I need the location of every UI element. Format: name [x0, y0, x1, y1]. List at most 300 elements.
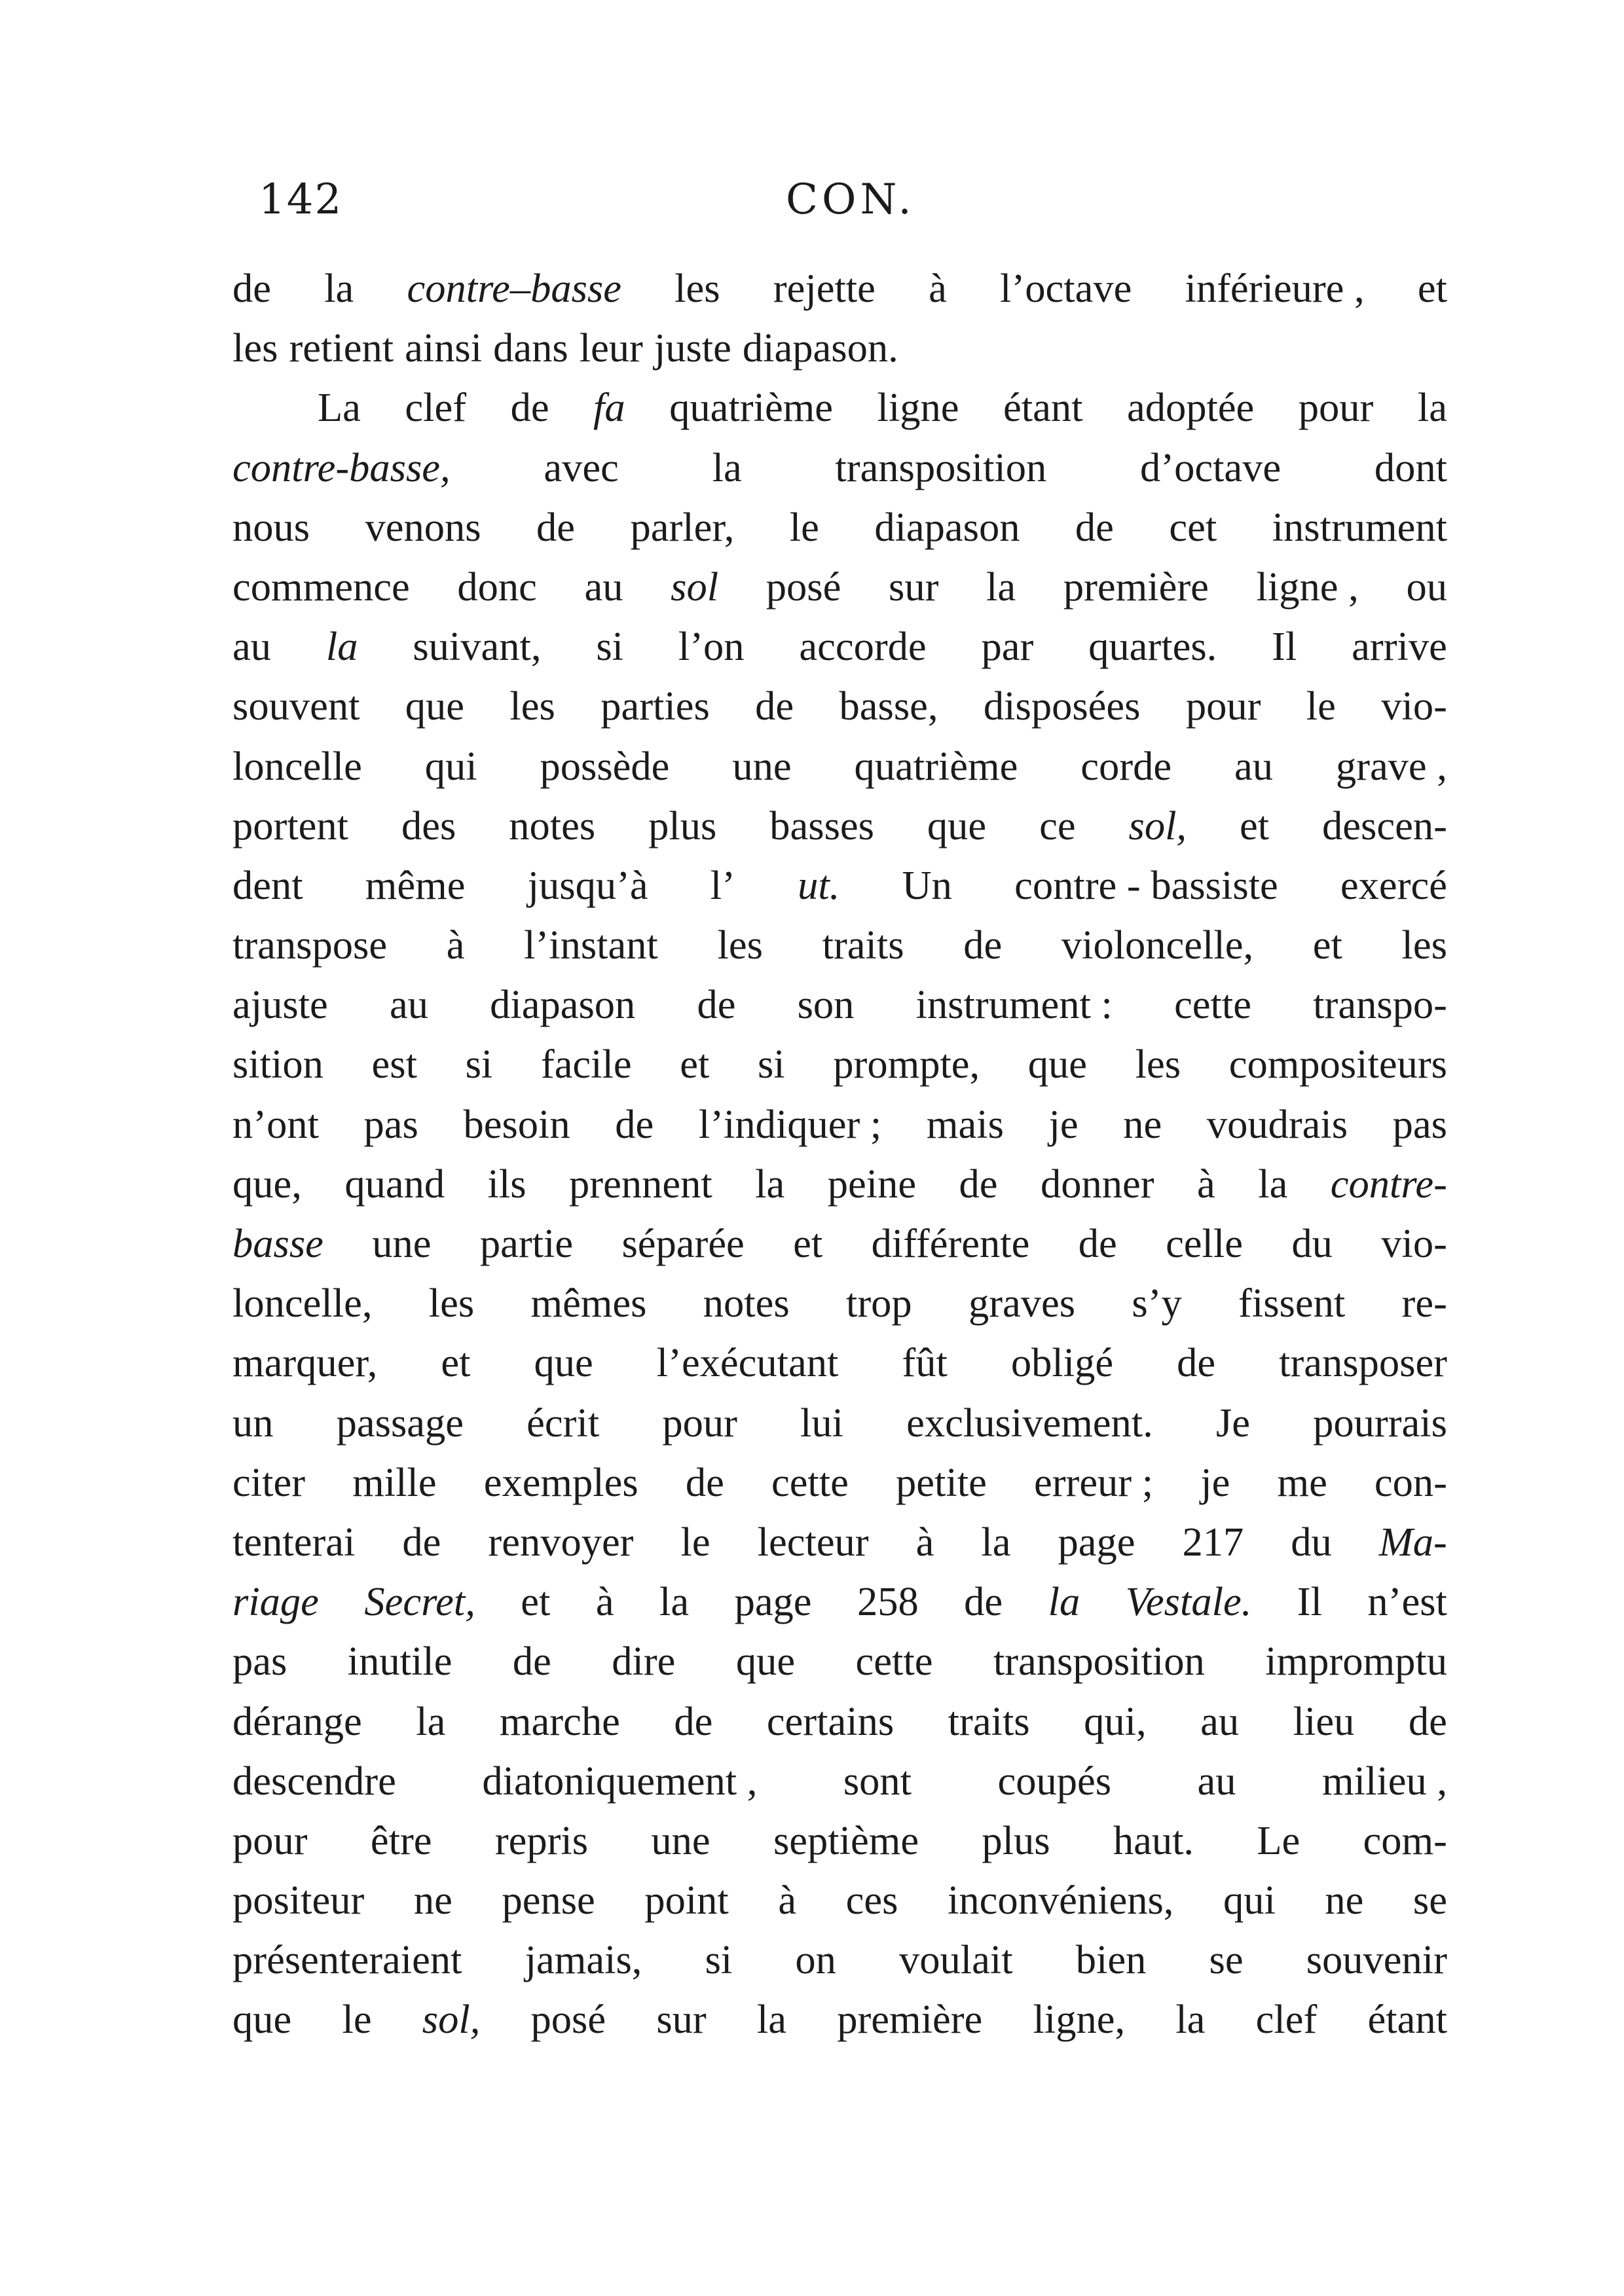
word: sont: [843, 1757, 912, 1804]
word: mais: [926, 1101, 1004, 1147]
word: première: [1063, 563, 1209, 610]
word: pour: [662, 1399, 737, 1446]
word: peine: [827, 1160, 917, 1207]
word: à: [446, 922, 465, 968]
word: séparée: [621, 1220, 745, 1266]
word: de: [232, 265, 271, 311]
word: sur: [889, 563, 939, 610]
word: ne: [413, 1877, 452, 1923]
word: compositeurs: [1228, 1041, 1447, 1087]
word: re-: [1401, 1280, 1447, 1326]
italic-word: sol,: [1128, 802, 1187, 848]
word: trop: [846, 1280, 912, 1326]
word: on: [795, 1937, 836, 1983]
word: donc: [457, 563, 537, 610]
word: parties: [600, 683, 710, 729]
word: cette: [1174, 981, 1252, 1028]
text-line: [232, 1453, 1447, 1512]
word: et: [1417, 265, 1447, 311]
word: quand: [344, 1160, 445, 1207]
word: voudrais: [1206, 1101, 1348, 1147]
word: la: [324, 265, 354, 311]
word: donner: [1041, 1160, 1154, 1207]
word: ou: [1406, 563, 1447, 610]
word: posé: [766, 563, 841, 610]
running-head: CON.: [786, 175, 915, 224]
word: son: [797, 981, 855, 1028]
word: si: [465, 1041, 493, 1087]
word: parler,: [630, 503, 735, 550]
word: petite: [896, 1459, 987, 1505]
word: souvent: [232, 683, 360, 729]
word: le: [1306, 683, 1336, 729]
word: Le: [1257, 1817, 1301, 1863]
word: et: [793, 1220, 823, 1266]
italic-word: basse: [232, 1220, 323, 1266]
word: ainsi: [405, 325, 483, 371]
text-line: [232, 1870, 1447, 1930]
word: n’est: [1367, 1578, 1447, 1625]
italic-word: Vestale.: [1125, 1578, 1252, 1625]
word: positeur: [232, 1877, 365, 1923]
word: pas: [363, 1101, 418, 1147]
word: que: [1027, 1041, 1088, 1087]
word: point: [644, 1877, 729, 1923]
word: transposition: [835, 444, 1047, 490]
word: s’y: [1132, 1280, 1182, 1326]
word: et: [1240, 802, 1270, 848]
word: inutile: [347, 1638, 452, 1685]
word: ne: [1123, 1101, 1162, 1147]
word: et: [441, 1339, 471, 1386]
word: instrument :: [915, 981, 1113, 1028]
word: pourrais: [1313, 1399, 1447, 1446]
word: la: [981, 1518, 1011, 1565]
word: prennent: [569, 1160, 712, 1207]
word: des: [401, 802, 456, 848]
word: à: [778, 1877, 797, 1923]
word: plus: [982, 1817, 1050, 1863]
word: écrit: [526, 1399, 600, 1446]
text-line: [232, 557, 1447, 617]
word: vio-: [1381, 1220, 1447, 1266]
word: obligé: [1010, 1339, 1114, 1386]
word: quatrième: [854, 742, 1018, 789]
word: ligne: [877, 384, 959, 431]
text-line: [232, 1512, 1447, 1572]
word: rejette: [773, 265, 876, 311]
text-line: [232, 498, 1447, 557]
word: la: [1417, 384, 1447, 431]
word: de: [755, 683, 794, 729]
word: si: [596, 623, 624, 670]
italic-word: contre-basse,: [232, 444, 451, 490]
word: sur: [656, 1996, 707, 2043]
text-line: [232, 1273, 1447, 1333]
word: les: [232, 325, 278, 371]
word: diapason.: [742, 325, 898, 371]
word: de: [402, 1518, 441, 1565]
word: plus: [648, 802, 717, 848]
word: que: [735, 1638, 796, 1685]
word: vio-: [1381, 683, 1447, 729]
word: dent: [232, 862, 303, 908]
word: fissent: [1238, 1280, 1346, 1326]
text-line: [232, 1154, 1447, 1214]
word: cette: [771, 1459, 849, 1505]
word: page: [1058, 1518, 1135, 1565]
text-line: [232, 1214, 1447, 1273]
word: de: [1177, 1339, 1216, 1386]
word: présenteraient: [232, 1937, 462, 1983]
word: le: [680, 1518, 710, 1565]
word: tenterai: [232, 1518, 356, 1565]
text-line: [232, 1692, 1447, 1751]
word: possède: [540, 742, 670, 789]
word: au: [389, 981, 428, 1028]
word: être: [370, 1817, 432, 1863]
italic-word: contre-: [1330, 1160, 1447, 1207]
word: pour: [1298, 384, 1374, 431]
word: que: [534, 1339, 593, 1386]
word: suivant,: [413, 623, 542, 670]
word: repris: [494, 1817, 589, 1863]
word: transpose: [232, 922, 388, 968]
word: marche: [499, 1698, 620, 1744]
word: prompte,: [833, 1041, 980, 1087]
word: cet: [1169, 503, 1217, 550]
text-line: [232, 915, 1447, 975]
word: loncelle,: [232, 1280, 373, 1326]
word: n’ont: [232, 1101, 319, 1147]
word: souvenir: [1306, 1937, 1447, 1983]
word: contre - bassiste: [1014, 862, 1278, 908]
word: ces: [845, 1877, 898, 1923]
word: par: [981, 623, 1034, 670]
word: avec: [544, 444, 619, 490]
word: la: [659, 1578, 690, 1625]
word: de: [1078, 1220, 1117, 1266]
word: les: [717, 922, 763, 968]
word: Il: [1297, 1578, 1322, 1625]
text-line: [232, 1034, 1447, 1094]
word: fût: [902, 1339, 948, 1386]
italic-word: la: [325, 623, 358, 670]
word: qui: [1223, 1877, 1276, 1923]
word: au: [1197, 1757, 1236, 1804]
word: jusqu’à: [527, 862, 648, 908]
word: septième: [773, 1817, 919, 1863]
italic-word: sol,: [422, 1996, 481, 2043]
word: mêmes: [530, 1280, 647, 1326]
word: ajuste: [232, 981, 328, 1028]
word: page: [734, 1578, 812, 1625]
word: accorde: [799, 623, 927, 670]
word: et: [521, 1578, 551, 1625]
text-line: [232, 1990, 1447, 2049]
text-line: [232, 1811, 1447, 1870]
word: renvoyer: [488, 1518, 634, 1565]
word: le: [789, 503, 819, 550]
word: traits: [822, 922, 904, 968]
text-line: [232, 737, 1447, 796]
text-line: [232, 318, 1447, 378]
word: instrument: [1272, 503, 1447, 550]
word: lieu: [1293, 1698, 1355, 1744]
word: première: [837, 1996, 983, 2043]
word: inférieure ,: [1185, 265, 1365, 311]
word: retient: [289, 325, 394, 371]
word: violoncelle,: [1061, 922, 1254, 968]
word: ne: [1325, 1877, 1364, 1923]
word: notes: [509, 802, 596, 848]
word: La: [318, 384, 361, 431]
word: dans: [493, 325, 568, 371]
word: du: [1291, 1220, 1333, 1266]
word: voulait: [899, 1937, 1013, 1983]
word: diapason: [874, 503, 1020, 550]
word: un: [232, 1399, 274, 1446]
word: pour: [232, 1817, 308, 1863]
word: transposer: [1279, 1339, 1447, 1386]
word: que: [405, 683, 465, 729]
word: ligne,: [1033, 1996, 1126, 2043]
word: la: [1175, 1996, 1206, 2043]
word: l’indiquer ;: [698, 1101, 882, 1147]
text-line: [232, 1393, 1447, 1453]
word: basse,: [839, 683, 938, 729]
italic-word: la: [1048, 1578, 1080, 1625]
word: basses: [769, 802, 874, 848]
word: se: [1412, 1877, 1447, 1923]
word: graves: [968, 1280, 1076, 1326]
word: les: [1135, 1041, 1181, 1087]
word: de: [1075, 503, 1114, 550]
word: de: [959, 1160, 998, 1207]
word: si: [757, 1041, 785, 1087]
italic-word: Secret,: [364, 1578, 475, 1625]
word: citer: [232, 1459, 306, 1505]
word: pour: [1185, 683, 1261, 729]
italic-word: ut.: [798, 862, 840, 908]
text-line: [232, 1095, 1447, 1154]
word: à: [929, 265, 947, 311]
word: la: [1258, 1160, 1288, 1207]
italic-word: riage: [232, 1578, 319, 1625]
word: clef: [405, 384, 467, 431]
word: inconvéniens,: [948, 1877, 1174, 1923]
word: disposées: [983, 683, 1141, 729]
word: l’exécutant: [656, 1339, 839, 1386]
word: certains: [766, 1698, 895, 1744]
word: me: [1277, 1459, 1327, 1505]
word: si: [705, 1937, 733, 1983]
word: besoin: [463, 1101, 570, 1147]
word: nous: [232, 503, 310, 550]
word: exercé: [1340, 862, 1447, 908]
word: con-: [1374, 1459, 1447, 1505]
word: posé: [530, 1996, 606, 2043]
word: partie: [479, 1220, 574, 1266]
word: l’instant: [524, 922, 658, 968]
word: est: [371, 1041, 417, 1087]
word: d’octave: [1140, 444, 1282, 490]
word: le: [342, 1996, 372, 2043]
word: de: [512, 1638, 551, 1685]
text-line: [232, 1572, 1447, 1631]
word: et: [1312, 922, 1342, 968]
word: dire: [612, 1638, 676, 1685]
word: dont: [1374, 444, 1447, 490]
word: une: [372, 1220, 432, 1266]
word: haut.: [1113, 1817, 1194, 1863]
word: de: [510, 384, 549, 431]
word: clef: [1255, 1996, 1318, 2043]
text-line: [232, 378, 1447, 437]
word: à: [915, 1518, 934, 1565]
word: commence: [232, 563, 410, 610]
text-line: [232, 617, 1447, 676]
word: qui,: [1084, 1698, 1147, 1744]
word: celle: [1166, 1220, 1244, 1266]
word: leur: [579, 325, 643, 371]
word: lui: [800, 1399, 844, 1446]
word: la: [756, 1996, 787, 2043]
word: étant: [1367, 1996, 1447, 2043]
text-line: [232, 796, 1447, 856]
word: la: [986, 563, 1016, 610]
word: je: [1048, 1101, 1079, 1147]
word: marquer,: [232, 1339, 378, 1386]
word: l’: [710, 862, 735, 908]
word: de: [536, 503, 576, 550]
word: diatoniquement ,: [482, 1757, 758, 1804]
word: je: [1200, 1459, 1230, 1505]
word: mille: [352, 1459, 437, 1505]
word: lecteur: [757, 1518, 869, 1565]
word: arrive: [1352, 623, 1447, 670]
word: quartes.: [1088, 623, 1217, 670]
word: adoptée: [1126, 384, 1255, 431]
word: au: [1200, 1698, 1240, 1744]
word: traits: [948, 1698, 1030, 1744]
text-line: [232, 975, 1447, 1034]
word: descendre: [232, 1757, 396, 1804]
text-line: [232, 1333, 1447, 1393]
word: jamais,: [525, 1937, 642, 1983]
word: pas: [232, 1638, 287, 1685]
text-line: [232, 1930, 1447, 1990]
word: au: [584, 563, 623, 610]
word: notes: [703, 1280, 790, 1326]
word: une: [732, 742, 792, 789]
word: quatrième: [669, 384, 834, 431]
word: l’octave: [1000, 265, 1132, 311]
word: 217: [1182, 1518, 1244, 1565]
word: pas: [1392, 1101, 1447, 1147]
word: les: [674, 265, 720, 311]
word: se: [1209, 1937, 1244, 1983]
word: au: [232, 623, 271, 670]
word: loncelle: [232, 742, 362, 789]
italic-word: contre–basse: [407, 265, 621, 311]
word: Il: [1272, 623, 1297, 670]
word: la: [755, 1160, 785, 1207]
word: les: [428, 1280, 475, 1326]
word: à: [1197, 1160, 1215, 1207]
word: à: [595, 1578, 614, 1625]
word: erreur ;: [1033, 1459, 1154, 1505]
word: de: [615, 1101, 654, 1147]
word: Je: [1215, 1399, 1251, 1446]
word: impromptu: [1265, 1638, 1447, 1685]
word: et: [680, 1041, 710, 1087]
italic-word: sol: [671, 563, 719, 610]
word: 258: [857, 1578, 919, 1625]
word: corde: [1080, 742, 1172, 789]
word: les: [1401, 922, 1447, 968]
text-line: [232, 676, 1447, 736]
word: qui: [424, 742, 477, 789]
text-line: [232, 259, 1447, 318]
word: de: [674, 1698, 713, 1744]
word: la: [416, 1698, 446, 1744]
word: facile: [540, 1041, 632, 1087]
word: de: [964, 1578, 1003, 1625]
body-text: [232, 259, 1447, 2050]
word: du: [1291, 1518, 1332, 1565]
word: dérange: [232, 1698, 362, 1744]
word: transposition: [993, 1638, 1205, 1685]
word: ce: [1039, 802, 1076, 848]
word: étant: [1003, 384, 1083, 431]
word: cette: [855, 1638, 933, 1685]
word: exclusivement.: [906, 1399, 1153, 1446]
italic-word: fa: [593, 384, 625, 431]
word: la: [712, 444, 742, 490]
word: les: [509, 683, 555, 729]
word: Un: [902, 862, 952, 908]
word: que,: [232, 1160, 302, 1207]
word: sition: [232, 1041, 323, 1087]
word: diapason: [490, 981, 636, 1028]
word: que: [927, 802, 987, 848]
word: au: [1234, 742, 1273, 789]
page-number: 142: [259, 175, 343, 224]
word: de: [963, 922, 1003, 968]
word: de: [685, 1459, 724, 1505]
word: passage: [336, 1399, 464, 1446]
text-line: [232, 856, 1447, 915]
text-line: [232, 438, 1447, 498]
word: transpo-: [1313, 981, 1447, 1028]
text-line: [232, 1751, 1447, 1811]
word: de: [1408, 1698, 1447, 1744]
word: ligne ,: [1256, 563, 1359, 610]
italic-word: Ma-: [1378, 1518, 1447, 1565]
word: l’on: [678, 623, 745, 670]
word: bien: [1075, 1937, 1147, 1983]
word: milieu ,: [1322, 1757, 1447, 1804]
word: com-: [1363, 1817, 1447, 1863]
word: descen-: [1322, 802, 1447, 848]
word: que: [232, 1996, 292, 2043]
word: différente: [871, 1220, 1030, 1266]
word: grave ,: [1335, 742, 1447, 789]
word: même: [365, 862, 466, 908]
text-line: [232, 1631, 1447, 1691]
word: venons: [365, 503, 481, 550]
